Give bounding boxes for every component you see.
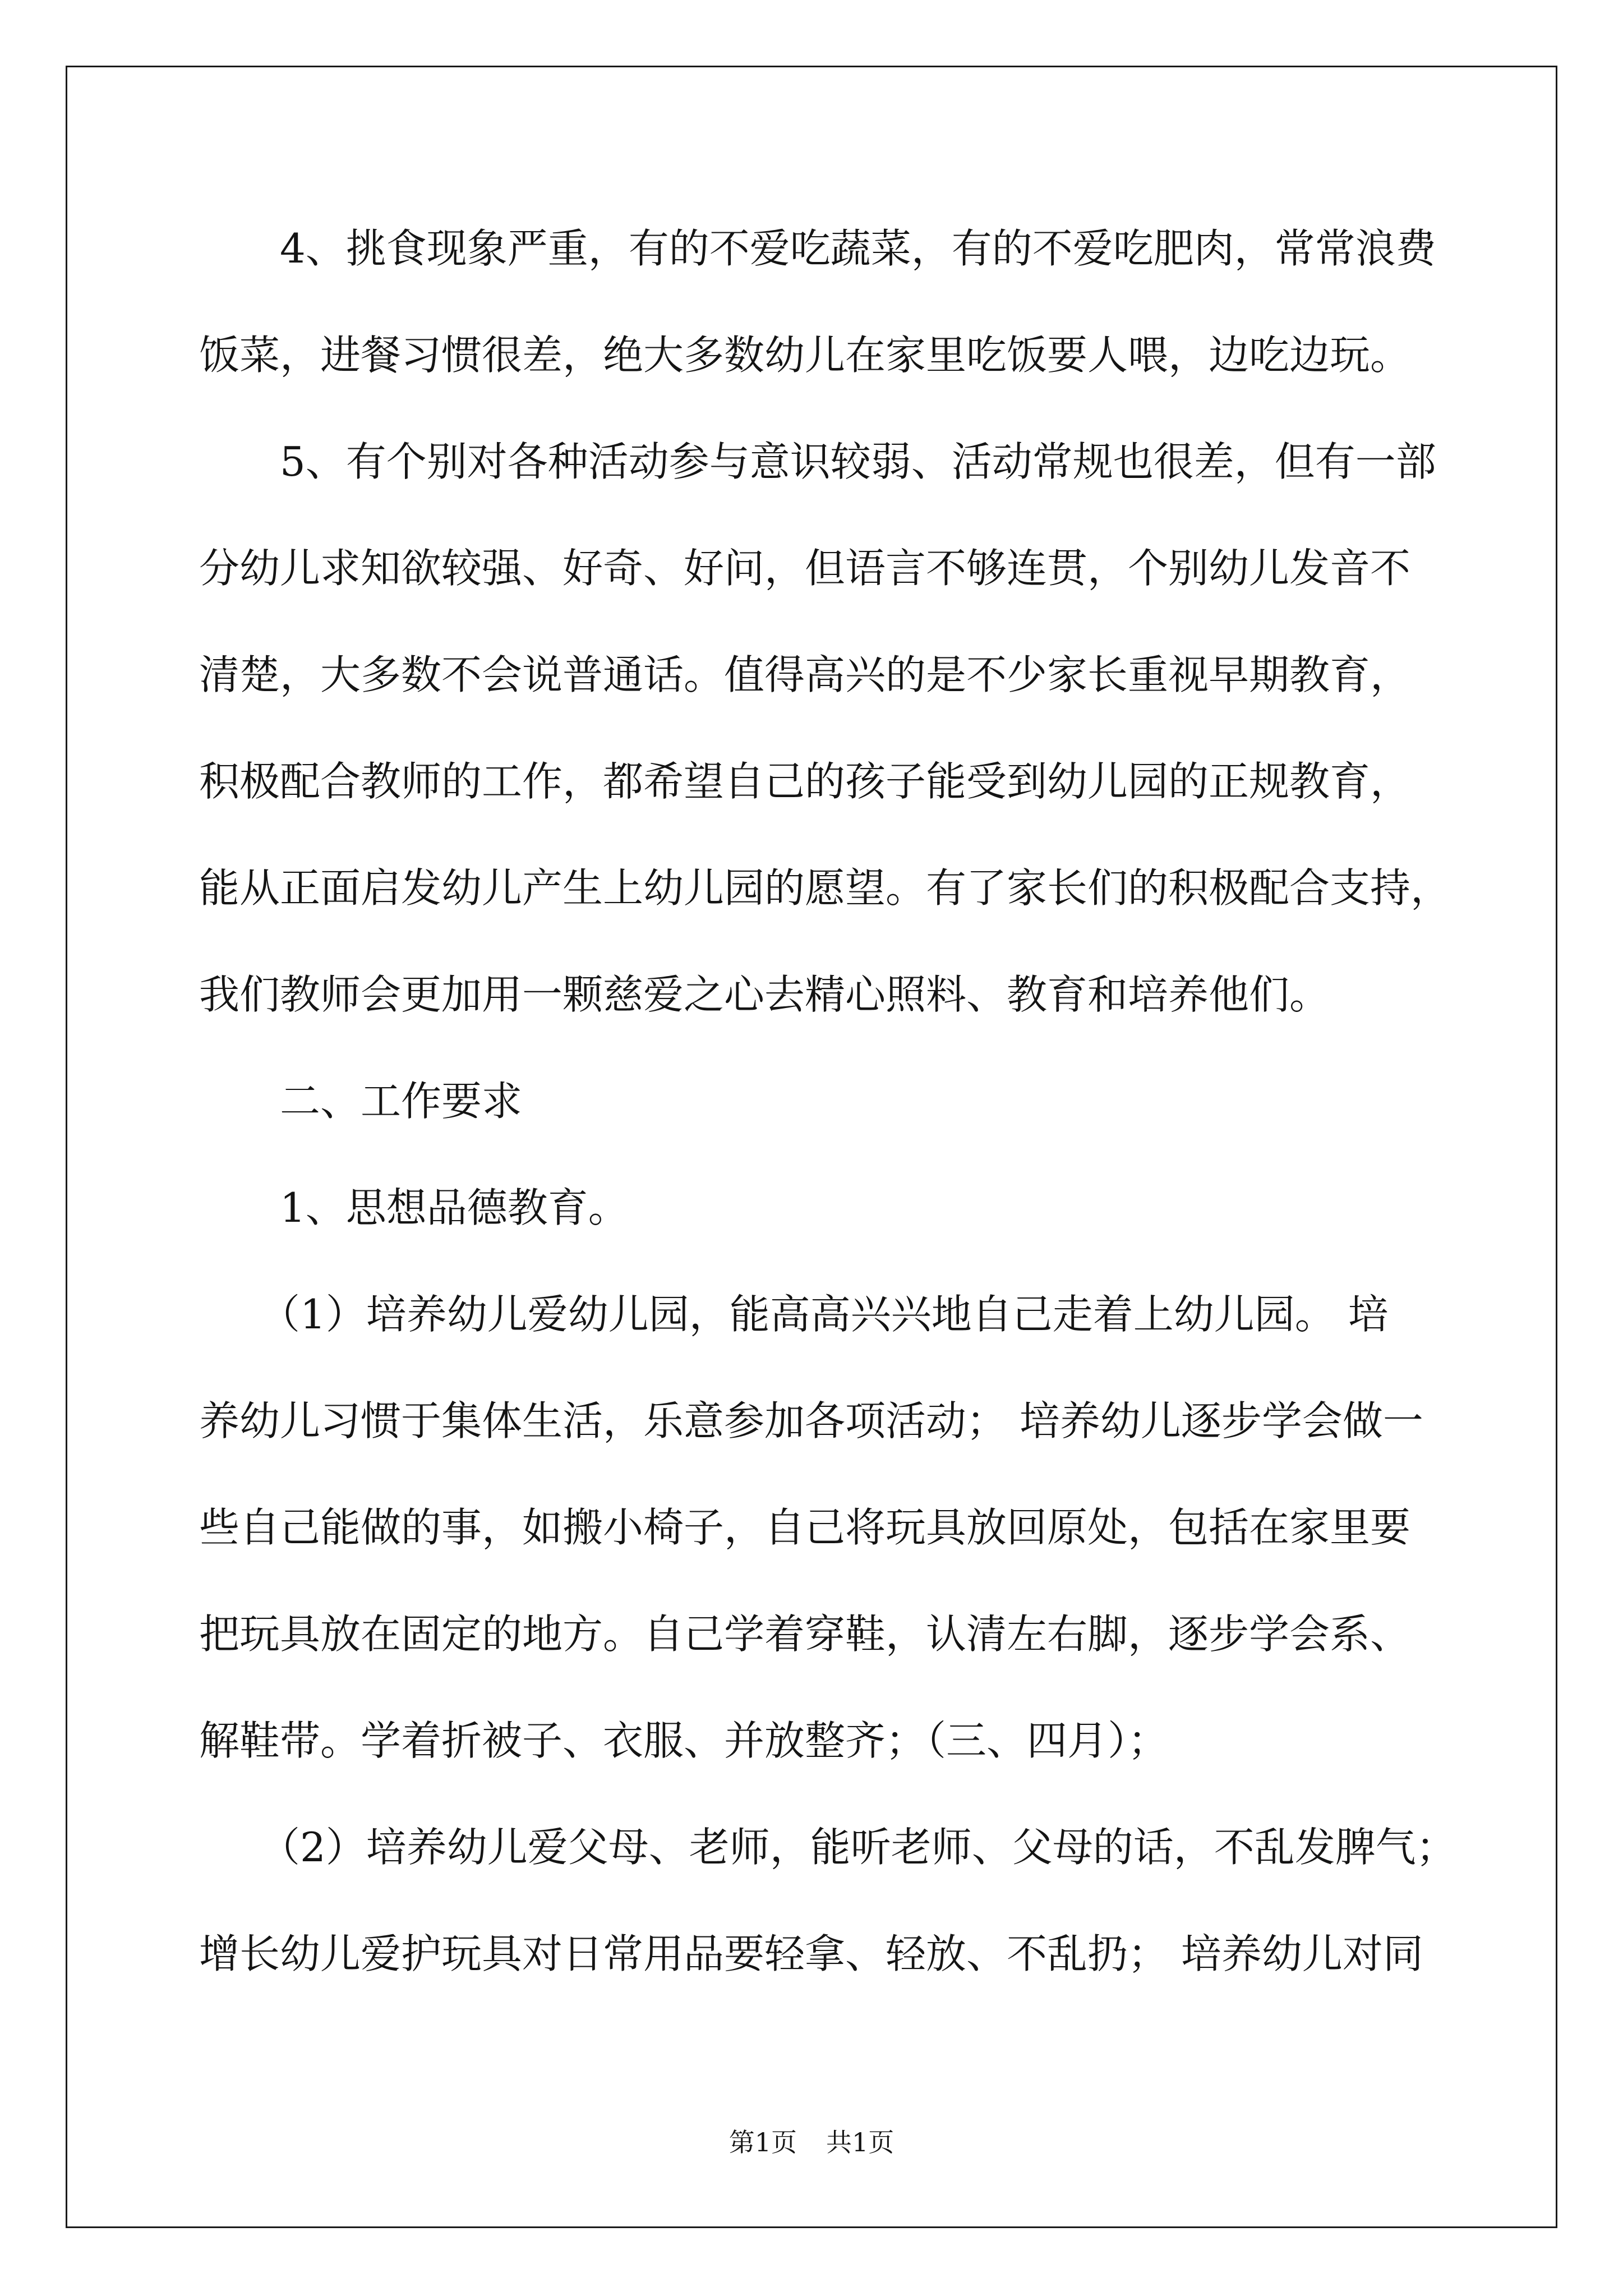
paragraph-line: 5、有个别对各种活动参与意识较弱、活动常规也很差，但有一部	[280, 438, 1436, 485]
paragraph-line: （2）培养幼儿爱父母、老师，能听老师、父母的话，不乱发脾气；	[260, 1824, 1456, 1871]
paragraph-line: 养幼儿习惯于集体生活，乐意参加各项活动； 培养幼儿逐步学会做一	[199, 1397, 1423, 1444]
paragraph-line: 我们教师会更加用一颗慈爱之心去精心照料、教育和培养他们。	[199, 971, 1330, 1018]
paragraph-line: 解鞋带。学着折被子、衣服、并放整齐；（三、四月）；	[199, 1717, 1169, 1764]
paragraph-line: 4、挑食现象严重，有的不爱吃蔬菜，有的不爱吃肥肉，常常浪费	[280, 225, 1436, 272]
paragraph-line: 些自己能做的事，如搬小椅子，自己将玩具放回原处，包括在家里要	[199, 1504, 1411, 1551]
document-body	[199, 195, 1545, 2007]
page-number: 第1页	[728, 2127, 797, 2157]
paragraph-line: 积极配合教师的工作，都希望自己的孩子能受到幼儿园的正规教育，	[199, 758, 1411, 805]
paragraph-line: 分幼儿求知欲较强、好奇、好问，但语言不够连贯，个别幼儿发音不	[199, 545, 1411, 592]
section-heading: 二、工作要求	[280, 1078, 523, 1125]
page-total: 共1页	[826, 2127, 895, 2157]
page-footer	[0, 2125, 1623, 2159]
subsection-heading: 1、思想品德教育。	[280, 1184, 629, 1231]
paragraph-line: 清楚，大多数不会说普通话。值得高兴的是不少家长重视早期教育，	[199, 651, 1411, 698]
paragraph-line: 增长幼儿爱护玩具对日常用品要轻拿、轻放、不乱扔； 培养幼儿对同	[199, 1930, 1423, 1977]
paragraph-line: 把玩具放在固定的地方。自己学着穿鞋，认清左右脚，逐步学会系、	[199, 1611, 1411, 1658]
paragraph-line: 饭菜，进餐习惯很差，绝大多数幼儿在家里吃饭要人喂，边吃边玩。	[199, 332, 1411, 379]
paragraph-line: （1）培养幼儿爱幼儿园，能高高兴兴地自己走着上幼儿园。 培	[260, 1291, 1389, 1338]
paragraph-line: 能从正面启发幼儿产生上幼儿园的愿望。有了家长们的积极配合支持，	[199, 864, 1451, 912]
